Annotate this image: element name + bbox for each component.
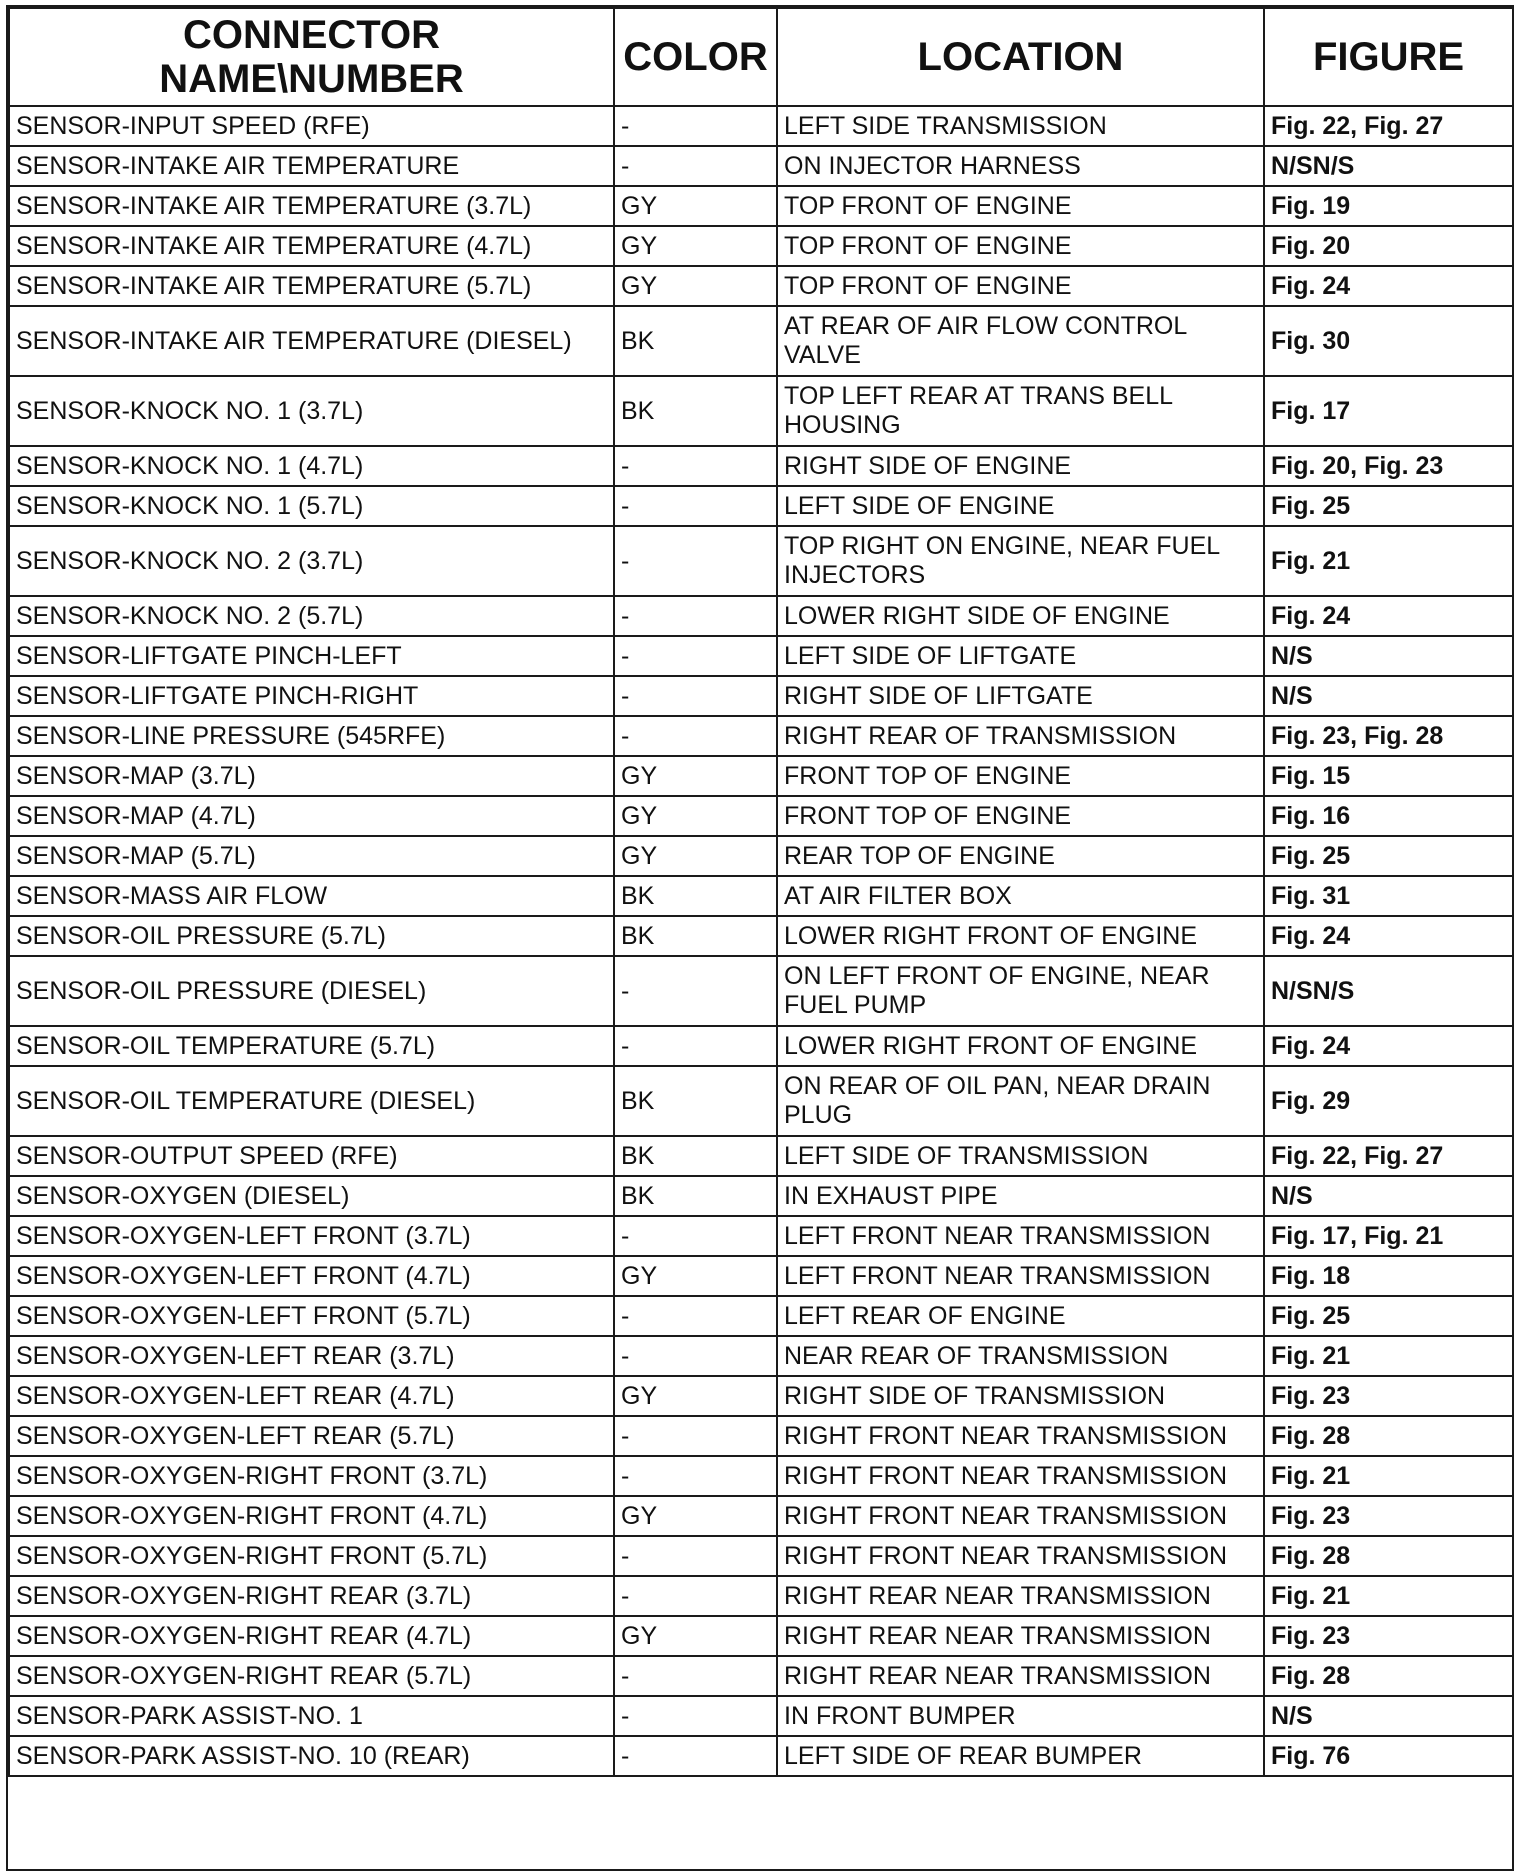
connector-name-cell: SENSOR-OXYGEN (DIESEL) [9,1176,614,1216]
connector-name-cell: SENSOR-INTAKE AIR TEMPERATURE (5.7L) [9,266,614,306]
connector-name-cell: SENSOR-OXYGEN-LEFT REAR (5.7L) [9,1416,614,1456]
figure-cell: Fig. 19 [1264,186,1513,226]
color-cell: GY [614,1256,777,1296]
figure-cell: Fig. 24 [1264,1026,1513,1066]
location-cell: RIGHT REAR NEAR TRANSMISSION [777,1616,1264,1656]
table-row [9,446,1513,486]
location-cell: RIGHT FRONT NEAR TRANSMISSION [777,1496,1264,1536]
table-row [9,956,1513,1026]
location-cell: IN EXHAUST PIPE [777,1176,1264,1216]
location-cell: AT AIR FILTER BOX [777,876,1264,916]
location-cell: LEFT SIDE OF LIFTGATE [777,636,1264,676]
connector-name-cell: SENSOR-INTAKE AIR TEMPERATURE (4.7L) [9,226,614,266]
connector-name-cell: SENSOR-KNOCK NO. 2 (3.7L) [9,526,614,596]
location-cell: TOP FRONT OF ENGINE [777,226,1264,266]
figure-cell: Fig. 24 [1264,266,1513,306]
table-row [9,1066,1513,1136]
connector-name-cell: SENSOR-MAP (3.7L) [9,756,614,796]
figure-cell: Fig. 76 [1264,1736,1513,1776]
color-cell: GY [614,756,777,796]
figure-cell: N/S [1264,1176,1513,1216]
location-cell: RIGHT REAR NEAR TRANSMISSION [777,1576,1264,1616]
color-cell: GY [614,1376,777,1416]
location-cell: RIGHT FRONT NEAR TRANSMISSION [777,1536,1264,1576]
figure-cell: Fig. 24 [1264,596,1513,636]
location-cell: TOP FRONT OF ENGINE [777,186,1264,226]
connector-name-cell: SENSOR-OIL TEMPERATURE (DIESEL) [9,1066,614,1136]
connector-name-cell: SENSOR-MAP (4.7L) [9,796,614,836]
figure-cell: Fig. 28 [1264,1416,1513,1456]
figure-cell: Fig. 23 [1264,1496,1513,1536]
connector-name-cell: SENSOR-LIFTGATE PINCH-LEFT [9,636,614,676]
location-cell: NEAR REAR OF TRANSMISSION [777,1336,1264,1376]
table-row [9,916,1513,956]
connector-name-cell: SENSOR-INPUT SPEED (RFE) [9,106,614,146]
figure-cell: N/SN/S [1264,956,1513,1026]
table-row [9,376,1513,446]
figure-cell: Fig. 21 [1264,1336,1513,1376]
figure-cell: Fig. 28 [1264,1656,1513,1696]
color-cell: - [614,526,777,596]
color-cell: - [614,446,777,486]
location-cell: ON LEFT FRONT OF ENGINE, NEAR FUEL PUMP [777,956,1264,1026]
figure-cell: Fig. 25 [1264,836,1513,876]
header-row [9,8,1513,106]
figure-cell: N/S [1264,676,1513,716]
connector-name-cell: SENSOR-OXYGEN-RIGHT REAR (5.7L) [9,1656,614,1696]
connector-name-cell: SENSOR-OXYGEN-RIGHT FRONT (4.7L) [9,1496,614,1536]
color-cell: - [614,1656,777,1696]
figure-cell: Fig. 22, Fig. 27 [1264,1136,1513,1176]
location-cell: ON INJECTOR HARNESS [777,146,1264,186]
table-row [9,526,1513,596]
color-cell: BK [614,1176,777,1216]
connector-name-cell: SENSOR-OIL TEMPERATURE (5.7L) [9,1026,614,1066]
color-cell: - [614,1336,777,1376]
connector-name-cell: SENSOR-OXYGEN-RIGHT FRONT (3.7L) [9,1456,614,1496]
color-cell: GY [614,186,777,226]
connector-name-cell: SENSOR-OXYGEN-LEFT FRONT (3.7L) [9,1216,614,1256]
table-row [9,266,1513,306]
figure-cell: Fig. 20, Fig. 23 [1264,446,1513,486]
color-cell: - [614,486,777,526]
connector-name-cell: SENSOR-OXYGEN-LEFT FRONT (4.7L) [9,1256,614,1296]
connector-name-cell: SENSOR-OXYGEN-LEFT REAR (3.7L) [9,1336,614,1376]
color-cell: - [614,956,777,1026]
table-row [9,1256,1513,1296]
color-cell: - [614,676,777,716]
table-row [9,836,1513,876]
color-cell: - [614,1736,777,1776]
color-cell: BK [614,876,777,916]
table-row [9,1216,1513,1256]
header-connector: CONNECTOR NAME\NUMBER [9,8,614,106]
figure-cell: Fig. 31 [1264,876,1513,916]
table-row [9,1176,1513,1216]
connector-name-cell: SENSOR-INTAKE AIR TEMPERATURE [9,146,614,186]
location-cell: REAR TOP OF ENGINE [777,836,1264,876]
color-cell: BK [614,306,777,376]
header-figure: FIGURE [1264,8,1513,106]
color-cell: - [614,106,777,146]
connector-name-cell: SENSOR-OUTPUT SPEED (RFE) [9,1136,614,1176]
color-cell: - [614,1456,777,1496]
location-cell: LOWER RIGHT SIDE OF ENGINE [777,596,1264,636]
location-cell: RIGHT FRONT NEAR TRANSMISSION [777,1416,1264,1456]
table-row [9,486,1513,526]
location-cell: RIGHT SIDE OF TRANSMISSION [777,1376,1264,1416]
table-row [9,1416,1513,1456]
table-row [9,1736,1513,1776]
location-cell: ON REAR OF OIL PAN, NEAR DRAIN PLUG [777,1066,1264,1136]
color-cell: GY [614,266,777,306]
figure-cell: N/S [1264,1696,1513,1736]
color-cell: - [614,1416,777,1456]
figure-cell: Fig. 23 [1264,1376,1513,1416]
location-cell: FRONT TOP OF ENGINE [777,756,1264,796]
figure-cell: Fig. 21 [1264,1576,1513,1616]
connector-name-cell: SENSOR-PARK ASSIST-NO. 10 (REAR) [9,1736,614,1776]
table-row [9,1536,1513,1576]
connector-name-cell: SENSOR-OXYGEN-RIGHT REAR (3.7L) [9,1576,614,1616]
figure-cell: Fig. 15 [1264,756,1513,796]
figure-cell: N/S [1264,636,1513,676]
color-cell: BK [614,1066,777,1136]
connector-name-cell: SENSOR-KNOCK NO. 1 (5.7L) [9,486,614,526]
figure-cell: Fig. 25 [1264,486,1513,526]
color-cell: GY [614,836,777,876]
connector-name-cell: SENSOR-KNOCK NO. 1 (4.7L) [9,446,614,486]
figure-cell: Fig. 23 [1264,1616,1513,1656]
figure-cell: Fig. 21 [1264,526,1513,596]
color-cell: - [614,636,777,676]
connector-name-cell: SENSOR-INTAKE AIR TEMPERATURE (DIESEL) [9,306,614,376]
location-cell: LOWER RIGHT FRONT OF ENGINE [777,1026,1264,1066]
table-row [9,1136,1513,1176]
figure-cell: Fig. 25 [1264,1296,1513,1336]
figure-cell: Fig. 29 [1264,1066,1513,1136]
table-row [9,306,1513,376]
location-cell: LEFT SIDE OF ENGINE [777,486,1264,526]
color-cell: - [614,716,777,756]
color-cell: GY [614,1496,777,1536]
color-cell: - [614,596,777,636]
connector-name-cell: SENSOR-OXYGEN-RIGHT FRONT (5.7L) [9,1536,614,1576]
figure-cell: Fig. 28 [1264,1536,1513,1576]
figure-cell: Fig. 20 [1264,226,1513,266]
location-cell: RIGHT REAR OF TRANSMISSION [777,716,1264,756]
table-row [9,226,1513,266]
table-row [9,676,1513,716]
connector-name-cell: SENSOR-LIFTGATE PINCH-RIGHT [9,676,614,716]
location-cell: IN FRONT BUMPER [777,1696,1264,1736]
figure-cell: Fig. 18 [1264,1256,1513,1296]
location-cell: TOP FRONT OF ENGINE [777,266,1264,306]
figure-cell: Fig. 17 [1264,376,1513,446]
location-cell: LEFT SIDE OF REAR BUMPER [777,1736,1264,1776]
location-cell: TOP RIGHT ON ENGINE, NEAR FUEL INJECTORS [777,526,1264,596]
color-cell: - [614,1026,777,1066]
connector-name-cell: SENSOR-OXYGEN-RIGHT REAR (4.7L) [9,1616,614,1656]
table-row [9,596,1513,636]
connector-name-cell: SENSOR-INTAKE AIR TEMPERATURE (3.7L) [9,186,614,226]
color-cell: BK [614,916,777,956]
figure-cell: Fig. 16 [1264,796,1513,836]
connector-name-cell: SENSOR-PARK ASSIST-NO. 1 [9,1696,614,1736]
location-cell: LEFT REAR OF ENGINE [777,1296,1264,1336]
table-row [9,1696,1513,1736]
color-cell: BK [614,1136,777,1176]
location-cell: RIGHT SIDE OF LIFTGATE [777,676,1264,716]
connector-name-cell: SENSOR-OXYGEN-LEFT FRONT (5.7L) [9,1296,614,1336]
table-row [9,186,1513,226]
table-row [9,146,1513,186]
color-cell: - [614,1296,777,1336]
table-row [9,756,1513,796]
connector-name-cell: SENSOR-OIL PRESSURE (5.7L) [9,916,614,956]
color-cell: GY [614,226,777,266]
location-cell: RIGHT FRONT NEAR TRANSMISSION [777,1456,1264,1496]
figure-cell: Fig. 30 [1264,306,1513,376]
table-row [9,1336,1513,1376]
table-row [9,1026,1513,1066]
connector-table [8,7,1514,1777]
connector-name-cell: SENSOR-KNOCK NO. 1 (3.7L) [9,376,614,446]
color-cell: - [614,146,777,186]
figure-cell: Fig. 21 [1264,1456,1513,1496]
figure-cell: Fig. 22, Fig. 27 [1264,106,1513,146]
header-location: LOCATION [777,8,1264,106]
table-row [9,1616,1513,1656]
connector-name-cell: SENSOR-MASS AIR FLOW [9,876,614,916]
color-cell: GY [614,796,777,836]
color-cell: - [614,1536,777,1576]
figure-cell: Fig. 23, Fig. 28 [1264,716,1513,756]
header-color: COLOR [614,8,777,106]
table-row [9,106,1513,146]
connector-name-cell: SENSOR-LINE PRESSURE (545RFE) [9,716,614,756]
figure-cell: Fig. 17, Fig. 21 [1264,1216,1513,1256]
color-cell: - [614,1576,777,1616]
figure-cell: Fig. 24 [1264,916,1513,956]
color-cell: - [614,1696,777,1736]
table-row [9,1656,1513,1696]
table-row [9,876,1513,916]
location-cell: LOWER RIGHT FRONT OF ENGINE [777,916,1264,956]
location-cell: LEFT FRONT NEAR TRANSMISSION [777,1256,1264,1296]
figure-cell: N/SN/S [1264,146,1513,186]
location-cell: RIGHT REAR NEAR TRANSMISSION [777,1656,1264,1696]
table-row [9,1296,1513,1336]
table-row [9,1496,1513,1536]
table-row [9,716,1513,756]
color-cell: - [614,1216,777,1256]
color-cell: BK [614,376,777,446]
connector-name-cell: SENSOR-OXYGEN-LEFT REAR (4.7L) [9,1376,614,1416]
connector-name-cell: SENSOR-OIL PRESSURE (DIESEL) [9,956,614,1026]
table-row [9,1376,1513,1416]
table-body [9,106,1513,1776]
table-row [9,1576,1513,1616]
location-cell: AT REAR OF AIR FLOW CONTROL VALVE [777,306,1264,376]
connector-name-cell: SENSOR-KNOCK NO. 2 (5.7L) [9,596,614,636]
location-cell: LEFT FRONT NEAR TRANSMISSION [777,1216,1264,1256]
table-row [9,636,1513,676]
location-cell: LEFT SIDE TRANSMISSION [777,106,1264,146]
location-cell: RIGHT SIDE OF ENGINE [777,446,1264,486]
connector-name-cell: SENSOR-MAP (5.7L) [9,836,614,876]
table-row [9,1456,1513,1496]
location-cell: LEFT SIDE OF TRANSMISSION [777,1136,1264,1176]
location-cell: FRONT TOP OF ENGINE [777,796,1264,836]
color-cell: GY [614,1616,777,1656]
location-cell: TOP LEFT REAR AT TRANS BELL HOUSING [777,376,1264,446]
table-row [9,796,1513,836]
